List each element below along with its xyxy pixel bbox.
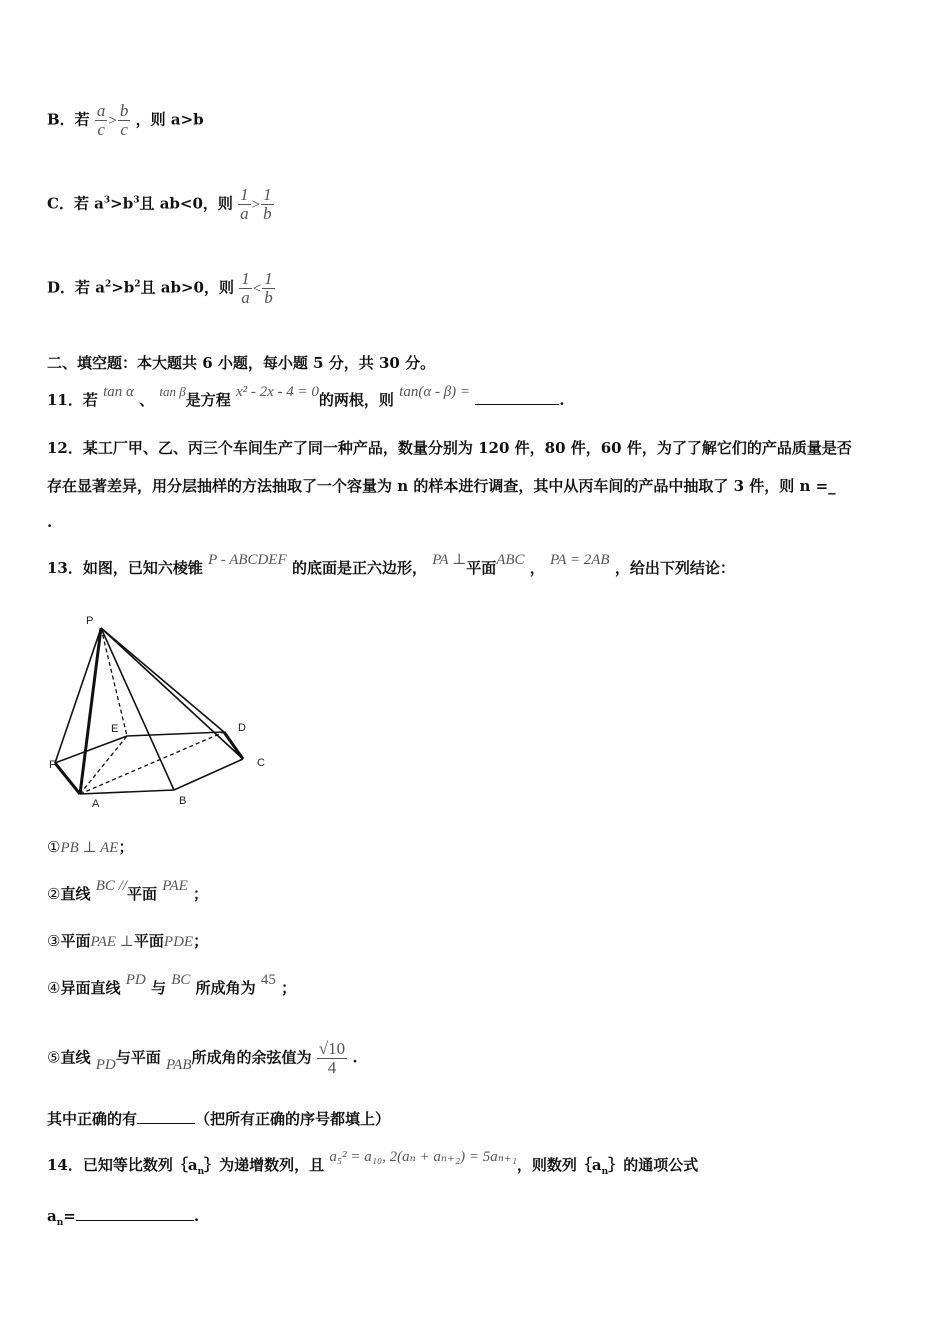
answer-blank-11[interactable] bbox=[475, 404, 559, 405]
fraction-1-over-b: $\frac{1}{b}$ bbox=[264, 269, 273, 307]
question-12-line-3: . bbox=[47, 513, 53, 531]
section-title: 二、填空题：本大题共 6 小题，每小题 5 分，共 30 分。 bbox=[47, 354, 436, 372]
statement-4: ④异面直线 PD 与 BC 所成角为 45 ； bbox=[47, 972, 297, 997]
question-14: 14．已知等比数列$\{a_n\}$为递增数列，且 a₅² = a₁₀, 2(aₙ + aₙ₊₂) = 5aₙ₊₁，则数列$\{a_n\}$的通项公式 bbox=[47, 1149, 699, 1177]
question-13-answer: 其中正确的有 （把所有正确的序号都填上） bbox=[47, 1110, 391, 1128]
option-c: C．若 $a^3>b^3$且 ab<0，则 $\frac{1}{a}$ > $\frac{1}{b}$ bbox=[47, 185, 272, 223]
question-12-line-1: 12．某工厂甲、乙、丙三个车间生产了同一种产品，数量分别为 120 件，80 件，60 件，为了了解它们的产品质量是否 bbox=[47, 439, 852, 457]
answer-blank-13[interactable] bbox=[137, 1123, 195, 1124]
label-f: F bbox=[49, 759, 56, 771]
statement-1: ①PB ⊥ AE； bbox=[47, 838, 134, 856]
fraction-1-over-a: $\frac{1}{a}$ bbox=[240, 185, 249, 223]
label-p: P bbox=[86, 615, 94, 627]
answer-blank-14[interactable] bbox=[76, 1220, 194, 1221]
statement-2: ②直线 BC //平面 PAE ； bbox=[47, 878, 209, 903]
label-e: E bbox=[111, 723, 119, 735]
option-b-label: B．若 bbox=[47, 110, 90, 129]
fraction-1-over-b: $\frac{1}{b}$ bbox=[263, 185, 272, 223]
fraction-a-over-c: $\frac{a}{c}$ bbox=[96, 101, 106, 139]
label-d: D bbox=[238, 722, 246, 734]
fraction-b-over-c: $\frac{b}{c}$ bbox=[119, 101, 129, 139]
statement-5: ⑤直线 PD与平面 PAB所成角的余弦值为 $\frac{√10}{4}$ . bbox=[47, 1039, 358, 1077]
label-c: C bbox=[257, 757, 265, 769]
option-d: D．若 $a^2>b^2$且 ab>0，则 $\frac{1}{a}$ < $\frac{1}{b}$ bbox=[47, 269, 273, 307]
fraction-sqrt10-over-4: $\frac{√10}{4}$ bbox=[318, 1039, 346, 1077]
question-12-line-2: 存在显著差异，用分层抽样的方法抽取了一个容量为 n 的样本进行调查，其中从丙车间的产品中抽取了 3 件，则 n =_ bbox=[47, 477, 836, 495]
question-13: 13．如图，已知六棱锥 P - ABCDEF 的底面是正六边形， PA ⊥平面ABC ， PA = 2AB ，给出下列结论： bbox=[47, 552, 735, 577]
pyramid-figure bbox=[46, 610, 276, 815]
label-a: A bbox=[92, 798, 100, 810]
label-b: B bbox=[179, 795, 187, 807]
question-11: 11．若 tan α 、 tan β是方程 x² - 2x - 4 = 0的两根，则 tan(α - β) = . bbox=[47, 384, 565, 409]
option-b: B．若 $\frac{a}{c}$ > $\frac{b}{c}$ ，则 a>b bbox=[47, 101, 204, 139]
option-b-tail: ，则 a>b bbox=[135, 110, 204, 129]
question-14-answer: $a_n=$ . bbox=[47, 1207, 200, 1228]
fraction-1-over-a: $\frac{1}{a}$ bbox=[241, 269, 250, 307]
statement-3: ③平面PAE ⊥平面PDE； bbox=[47, 932, 209, 950]
